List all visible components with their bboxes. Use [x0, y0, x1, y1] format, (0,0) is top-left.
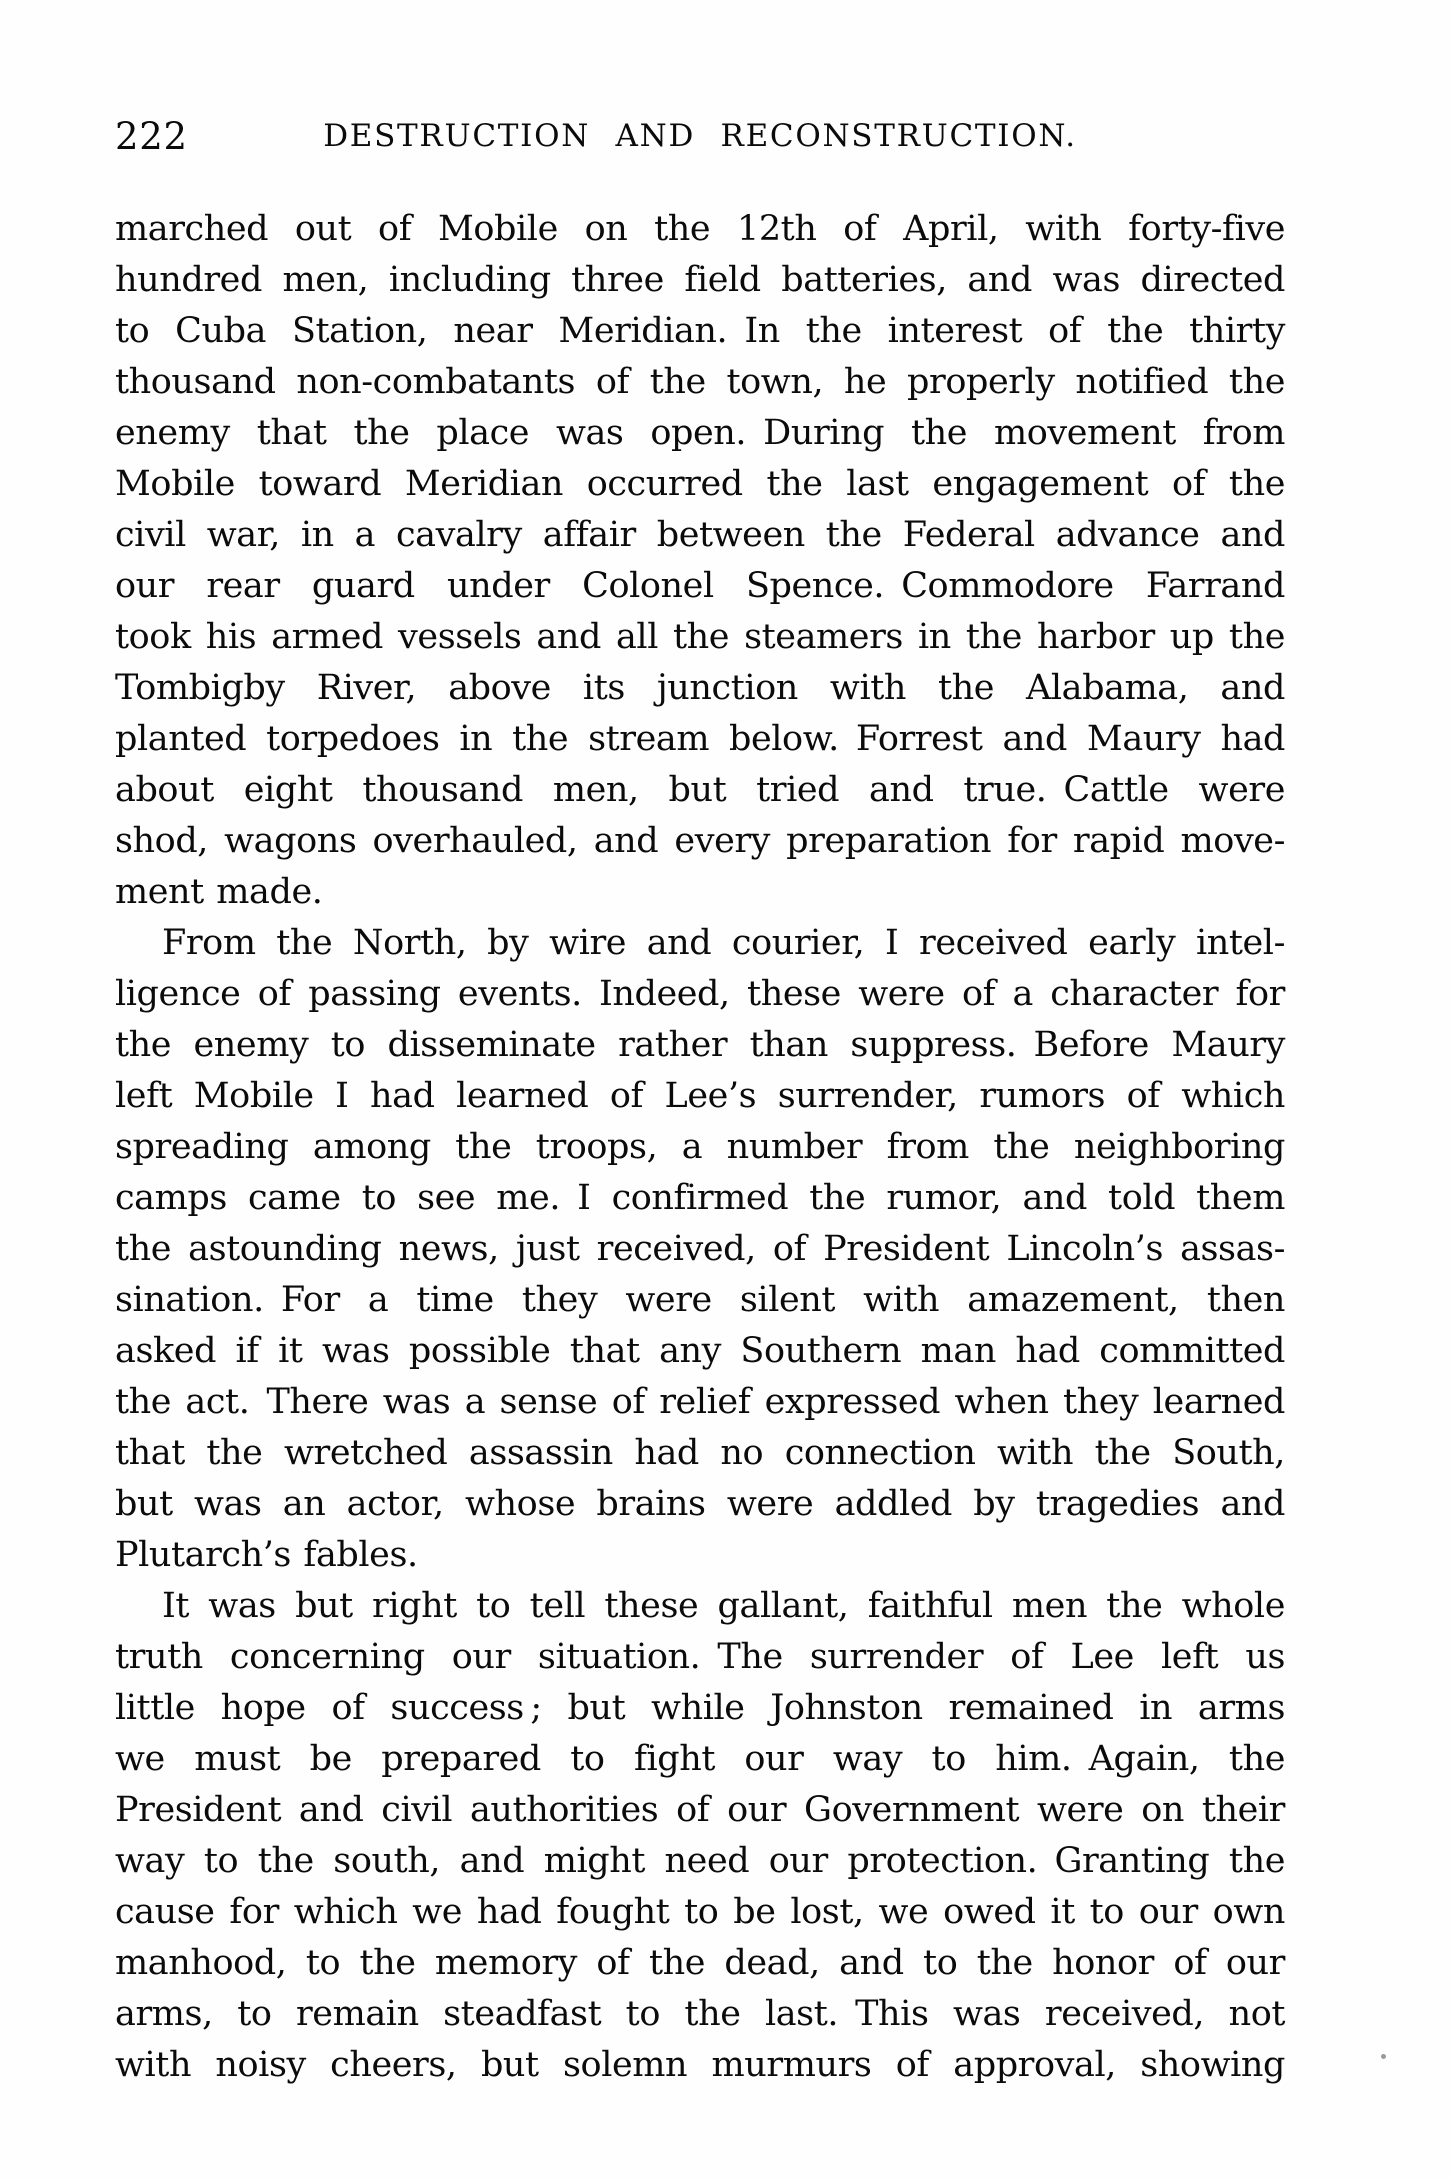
text-line: shod, wagons overhauled, and every preparation for rapid move-	[115, 821, 1285, 861]
text-line: but was an actor, whose brains were addled by tragedies and	[115, 1484, 1285, 1524]
text-line: arms, to remain steadfast to the last. This was received, not	[115, 1994, 1285, 2034]
text-line: Plutarch’s fables.	[115, 1535, 418, 1575]
page-text	[115, 204, 1285, 2091]
running-header	[115, 112, 1285, 158]
text-line: thousand non-combatants of the town, he properly notified the	[115, 362, 1285, 402]
text-line: to Cuba Station, near Meridian. In the interest of the thirty	[115, 311, 1285, 351]
text-line: ligence of passing events. Indeed, these were of a character for	[115, 974, 1285, 1014]
text-line: about eight thousand men, but tried and true. Cattle were	[115, 770, 1285, 810]
text-line: Tombigby River, above its junction with the Alabama, and	[115, 668, 1285, 708]
text-line: Mobile toward Meridian occurred the last engagement of the	[115, 464, 1285, 504]
text-line: manhood, to the memory of the dead, and to the honor of our	[115, 1943, 1285, 1983]
text-line: little hope of success ; but while Johnston remained in arms	[115, 1688, 1285, 1728]
text-line: President and civil authorities of our Government were on their	[115, 1790, 1285, 1830]
text-line: with noisy cheers, but solemn murmurs of approval, showing	[115, 2045, 1285, 2085]
text-line: hundred men, including three field batteries, and was directed	[115, 260, 1285, 300]
text-column	[115, 112, 1285, 2091]
text-line: truth concerning our situation. The surrender of Lee left us	[115, 1637, 1285, 1677]
text-line: cause for which we had fought to be lost, we owed it to our own	[115, 1892, 1285, 1932]
text-line: ment made.	[115, 872, 323, 912]
text-line: enemy that the place was open. During the movement from	[115, 413, 1285, 453]
text-line: we must be prepared to fight our way to him. Again, the	[115, 1739, 1285, 1779]
text-line: asked if it was possible that any Southern man had committed	[115, 1331, 1285, 1371]
text-line: the act. There was a sense of relief expressed when they learned	[115, 1382, 1285, 1422]
text-line: civil war, in a cavalry affair between the Federal advance and	[115, 515, 1285, 555]
text-line: way to the south, and might need our protection. Granting the	[115, 1841, 1285, 1881]
text-line: marched out of Mobile on the 12th of April, with forty-five	[115, 209, 1285, 249]
text-line: From the North, by wire and courier, I received early intel-	[162, 923, 1285, 963]
text-line: spreading among the troops, a number from the neighboring	[115, 1127, 1285, 1167]
text-line: took his armed vessels and all the steamers in the harbor up the	[115, 617, 1285, 657]
text-line: our rear guard under Colonel Spence. Commodore Farrand	[115, 566, 1285, 606]
text-line: It was but right to tell these gallant, faithful men the whole	[162, 1586, 1285, 1626]
chapter-running-title: DESTRUCTION AND RECONSTRUCTION.	[323, 118, 1077, 154]
text-line: planted torpedoes in the stream below. Forrest and Maury had	[115, 719, 1285, 759]
text-line: left Mobile I had learned of Lee’s surrender, rumors of which	[115, 1076, 1285, 1116]
text-line: camps came to see me. I confirmed the rumor, and told them	[115, 1178, 1285, 1218]
text-line: that the wretched assassin had no connection with the South,	[115, 1433, 1285, 1473]
text-line: the enemy to disseminate rather than suppress. Before Maury	[115, 1025, 1285, 1065]
ink-speck	[1381, 2054, 1386, 2059]
page-number: 222	[115, 115, 188, 158]
text-line: the astounding news, just received, of President Lincoln’s assas-	[115, 1229, 1285, 1269]
text-line: sination. For a time they were silent with amazement, then	[115, 1280, 1285, 1320]
